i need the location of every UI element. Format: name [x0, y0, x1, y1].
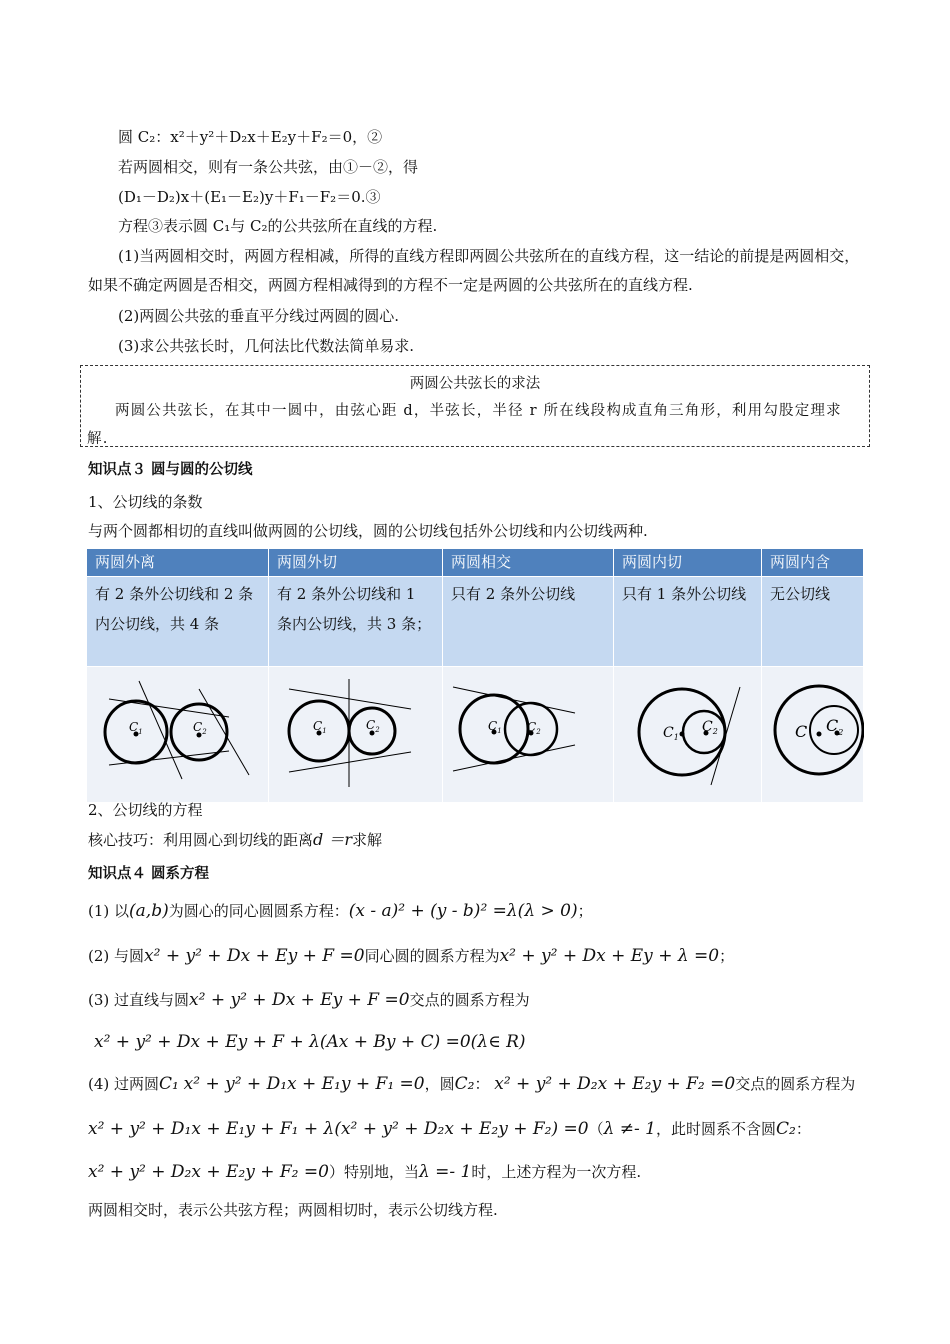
chord-length-box — [80, 365, 870, 447]
chord-equation: (D₁－D₂)x＋(E₁－E₂)y＋F₁－F₂＝0.③ — [118, 188, 381, 206]
cell-contained: 无公切线 — [762, 577, 864, 667]
figure-external-tangent — [269, 667, 443, 803]
k4-summary: 两圆相交时，表示公共弦方程；两圆相切时，表示公切线方程. — [88, 1201, 498, 1219]
header-contained: 两圆内含 — [762, 549, 864, 577]
box-title: 两圆公共弦长的求法 — [409, 376, 541, 392]
cell-intersect: 只有 2 条外公切线 — [443, 577, 614, 667]
box-text: 两圆公共弦长，在其中一圆中，由弦心距 d，半弦长，半径 r 所在线段构成直角三角形，利用勾股定理求解. — [87, 403, 842, 447]
circle-c2-equation: 圆 C₂：x²＋y²＋D₂x＋E₂y＋F₂＝0，② — [118, 128, 383, 146]
k4-item-4-equation: x² + y² + D₁x + E₁y + F₁ + λ(x² + y² + D₂x + E₂y + F₂) =0（λ ≠- 1，此时圆系不含圆C₂： — [88, 1119, 811, 1139]
k4-item-4: (4) 过两圆C₁ x² + y² + D₁x + E₁y + F₁ =0，圆C₂： x² + y² + D₂x + E₂y + F₂ =0交点的圆系方程为 — [88, 1074, 856, 1094]
svg-text:C1: $C_1$ — [488, 719, 502, 735]
svg-text:C2: $C_2$ — [527, 720, 541, 736]
k3-technique: 核心技巧：利用圆心到切线的距离d ＝r求解 — [88, 830, 383, 849]
k4-item-3-equation: x² + y² + Dx + Ey + F + λ(Ax + By + C) =0(λ∈ R) — [94, 1032, 526, 1052]
svg-text:C2: $C_2$ — [826, 716, 844, 737]
figure-intersect — [443, 667, 614, 803]
note-2: (2)两圆公共弦的垂直平分线过两圆的圆心. — [118, 307, 400, 325]
header-intersect: 两圆相交 — [443, 549, 614, 577]
svg-text:C2: $C_2$ — [193, 720, 207, 736]
svg-text:C2: $C_2$ — [366, 718, 380, 734]
svg-text:C1: $C_1$ — [663, 725, 679, 742]
header-separate: 两圆外离 — [87, 549, 269, 577]
tangent-table — [86, 548, 864, 803]
intersect-statement: 若两圆相交，则有一条公共弦，由①－②，得 — [118, 158, 419, 176]
svg-text:C2: $C_2$ — [702, 719, 718, 736]
svg-text:C1: $C_1$ — [313, 719, 327, 735]
note-3: (3)求公共弦长时，几何法比代数法简单易求. — [118, 337, 415, 355]
chord-line-note: 方程③表示圆 C₁与 C₂的公共弦所在直线的方程. — [118, 217, 438, 235]
k4-item-2: (2) 与圆x² + y² + Dx + Ey + F =0同心圆的圆系方程为x² + y² + Dx + Ey + λ =0； — [88, 946, 735, 966]
svg-text:C: C — [795, 722, 808, 741]
k3-desc: 与两个圆都相切的直线叫做两圆的公切线，圆的公切线包括外公切线和内公切线两种. — [88, 522, 648, 540]
header-internal-tangent: 两圆内切 — [614, 549, 762, 577]
header-external-tangent: 两圆外切 — [269, 549, 443, 577]
cell-internal-tangent: 只有 1 条外公切线 — [614, 577, 762, 667]
k3-sub1: 1、公切线的条数 — [88, 493, 203, 511]
svg-text:C1: $C_1$ — [129, 720, 143, 736]
k4-item-3: (3) 过直线与圆x² + y² + Dx + Ey + F =0交点的圆系方程为 — [88, 990, 530, 1010]
k3-heading: 知识点３ 圆与圆的公切线 — [88, 462, 253, 478]
cell-external-tangent: 有 2 条外公切线和 1 条内公切线，共 3 条； — [269, 577, 443, 667]
figure-internal-tangent — [614, 667, 762, 803]
k4-item-1: (1) 以(a,b)为圆心的同心圆圆系方程：(x - a)² + (y - b)² =λ(λ > 0)； — [88, 901, 593, 921]
k3-sub2: 2、公切线的方程 — [88, 801, 203, 819]
note-1: (1)当两圆相交时，两圆方程相减，所得的直线方程即两圆公共弦所在的直线方程，这一结论的前提是两圆相交，如果不确定两圆是否相交，两圆方程相减得到的方程不一定是两圆的公共弦所在的直线方程. — [88, 247, 860, 294]
k4-item-4-note: x² + y² + D₂x + E₂y + F₂ =0）特别地，当λ =- 1时，上述方程为一次方程. — [88, 1162, 642, 1182]
figure-separate — [87, 667, 269, 803]
k4-heading: 知识点４ 圆系方程 — [88, 866, 210, 882]
cell-separate: 有 2 条外公切线和 2 条内公切线，共 4 条 — [87, 577, 269, 667]
figure-contained — [762, 667, 864, 803]
